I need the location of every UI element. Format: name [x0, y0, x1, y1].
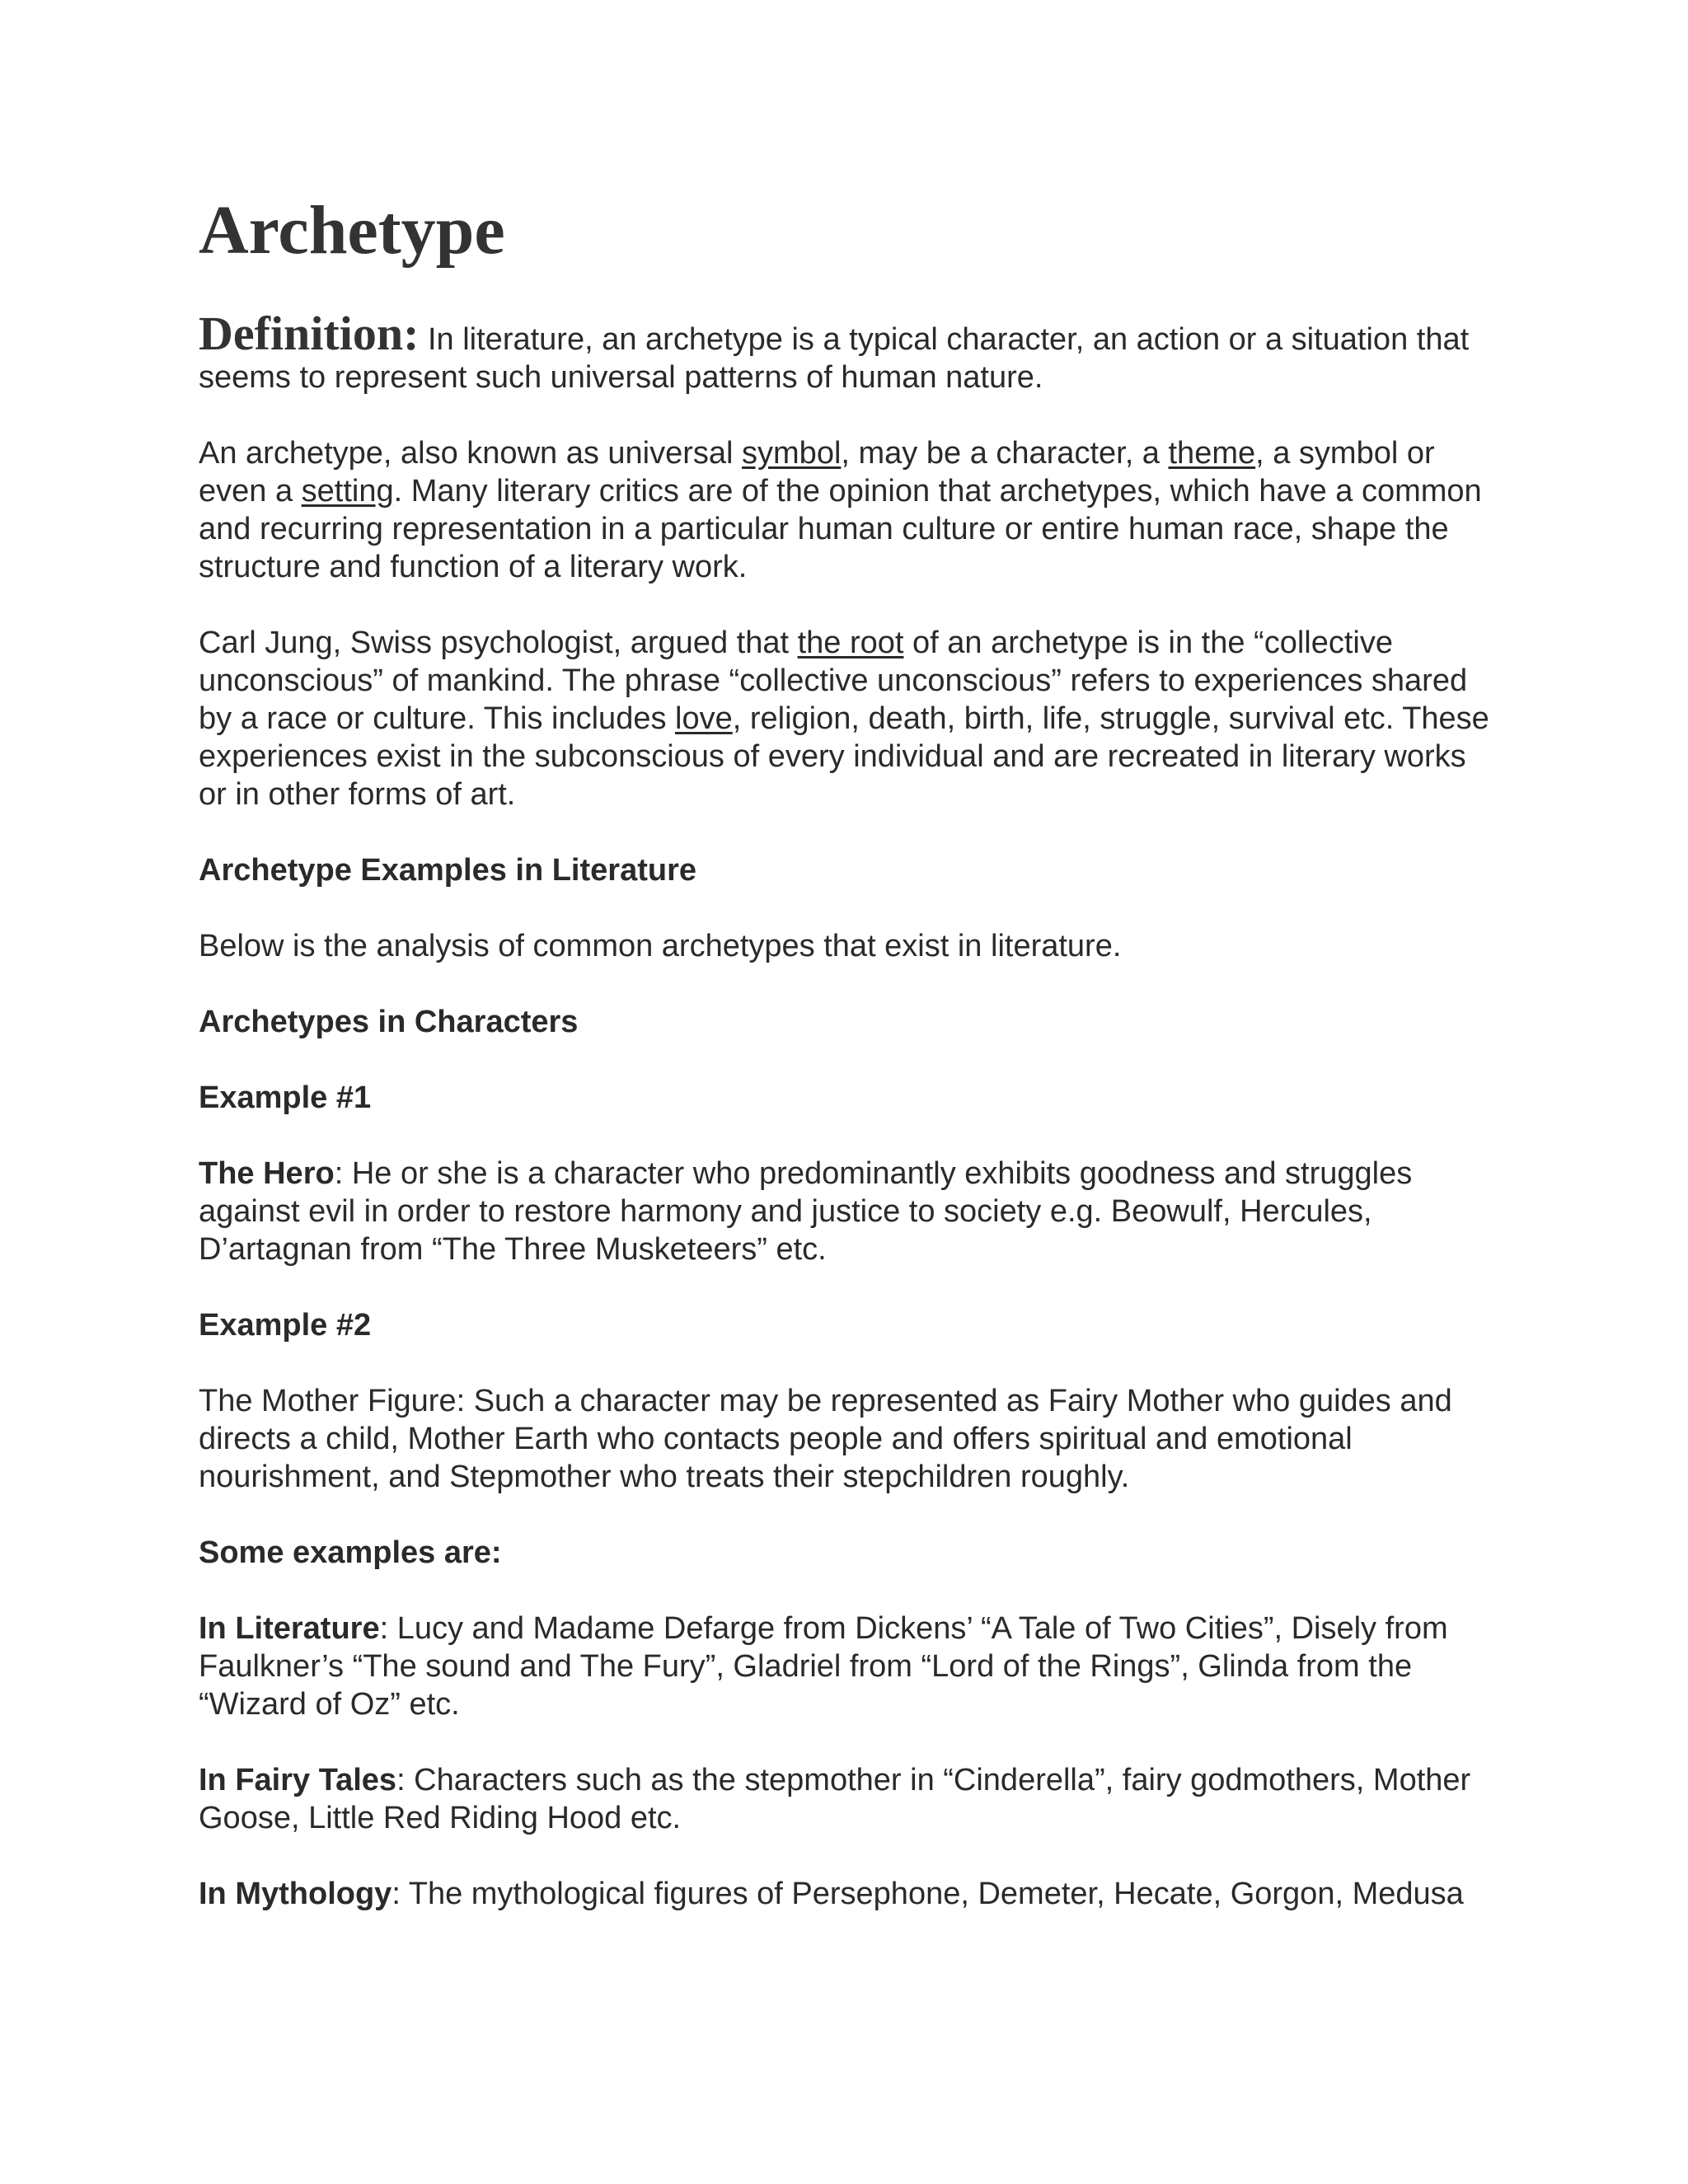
document-page: [199, 190, 1501, 1951]
example-2-label: Example #2: [199, 1308, 372, 1343]
jung-paragraph: [199, 624, 1501, 813]
page-title: Archetype: [199, 192, 505, 269]
hero-paragraph: [199, 1155, 1501, 1268]
definition-label: Definition:: [199, 307, 420, 360]
para2-text-4: . Many literary critics are of the opinion that archetypes, which have a common and recurring representation in a particular human culture or entire human race, shape the structure and function of a literary work.: [199, 474, 1482, 584]
hero-text: : He or she is a character who predominantly exhibits goodness and struggles against evil in order to restore harmony and justice to society e.g. Beowulf, Hercules, D’artagnan from “The Three Musketeers” etc.: [199, 1156, 1413, 1267]
theme-link[interactable]: theme: [1168, 436, 1256, 471]
hero-label: The Hero: [199, 1156, 335, 1191]
literature-text: : Lucy and Madame Defarge from Dickens’ “A Tale of Two Cities”, Disely from Faulkner’s “The sound and The Fury”, Gladriel from “Lord of the Rings”, Glinda from the “Wizard of Oz” etc.: [199, 1611, 1448, 1722]
fairy-tales-text: : Characters such as the stepmother in “Cinderella”, fairy godmothers, Mother Goose, Little Red Riding Hood etc.: [199, 1763, 1471, 1835]
mother-paragraph: The Mother Figure: Such a character may be represented as Fairy Mother who guides and directs a child, Mother Earth who contacts people and offers spiritual and emotional nourishment, and Stepmother who treats their stepchildren roughly.: [199, 1384, 1452, 1494]
examples-heading: Archetype Examples in Literature: [199, 853, 696, 888]
para3-text-2: of an archetype is in the “collective unconscious” of mankind. The phrase “collective unconscious” refers to experiences shared by a race or culture. This includes: [199, 626, 1468, 736]
mythology-label: In Mythology: [199, 1877, 392, 1911]
definition-text: In literature, an archetype is a typical character, an action or a situation that seems to represent such universal patterns of human nature.: [199, 322, 1470, 395]
definition-paragraph: [199, 307, 1501, 396]
intro-paragraph: Below is the analysis of common archetypes that exist in literature.: [199, 929, 1122, 963]
mythology-paragraph: [199, 1875, 1501, 1913]
love-link[interactable]: love: [675, 701, 733, 736]
example-1-label: Example #1: [199, 1080, 372, 1115]
para2-text-1: An archetype, also known as universal: [199, 436, 743, 471]
para3-text-3: , religion, death, birth, life, struggle, survival etc. These experiences exist in the subconscious of every individual and are recreated in literary works or in other forms of art.: [199, 701, 1489, 812]
setting-link[interactable]: setting: [301, 474, 394, 509]
symbol-link[interactable]: symbol: [742, 436, 842, 471]
literature-label: In Literature: [199, 1611, 380, 1646]
literature-paragraph: [199, 1610, 1501, 1723]
characters-heading: Archetypes in Characters: [199, 1005, 579, 1039]
fairy-tales-label: In Fairy Tales: [199, 1763, 397, 1797]
mythology-text: : The mythological figures of Persephone, Demeter, Hecate, Gorgon, Medusa: [392, 1877, 1464, 1911]
para3-text-1: Carl Jung, Swiss psychologist, argued that: [199, 626, 798, 660]
para2-text-3: , a symbol or even a: [199, 436, 1435, 509]
the-root-link[interactable]: the root: [797, 626, 904, 660]
fairy-tales-paragraph: [199, 1761, 1501, 1837]
archetype-paragraph: [199, 434, 1501, 586]
para2-text-2: , may be a character, a: [841, 436, 1169, 471]
some-examples-heading: Some examples are:: [199, 1535, 502, 1570]
